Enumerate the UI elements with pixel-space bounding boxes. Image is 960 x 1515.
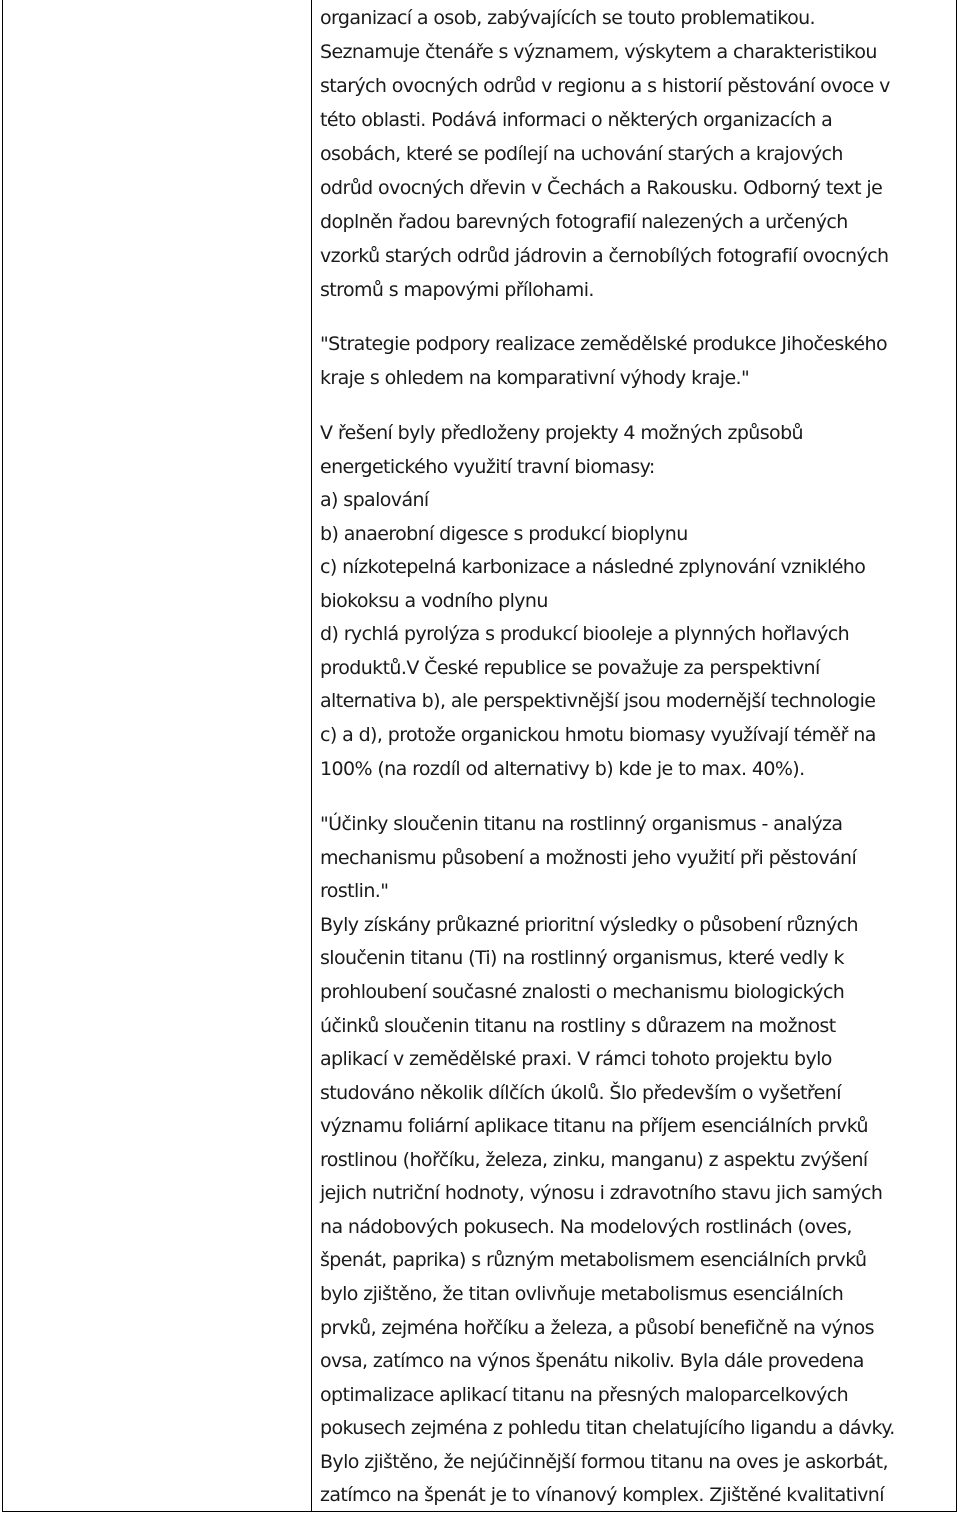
text-line: odrůd ovocných dřevin v Čechách a Rakousku. Odborný text je <box>320 177 883 199</box>
text-line: pokusech zejména z pohledu titan chelatujícího ligandu a dávky. <box>320 1417 895 1439</box>
text-line: ovsa, zatímco na výnos špenátu nikoliv. Byla dále provedena <box>320 1350 864 1372</box>
list-item: c) nízkotepelná karbonizace a následné zplynování vzniklého <box>320 556 866 578</box>
text-line: osobách, které se podílejí na uchování starých a krajových <box>320 143 843 165</box>
text-line: kraje s ohledem na komparativní výhody kraje." <box>320 367 750 389</box>
text-line: optimalizace aplikací titanu na přesných maloparcelkových <box>320 1384 849 1406</box>
text-line: rostlinou (hořčíku, železa, zinku, manganu) z aspektu zvýšení <box>320 1149 868 1171</box>
text-line: Byly získány průkazné prioritní výsledky o působení různých <box>320 914 858 936</box>
text-line: "Účinky sloučenin titanu na rostlinný organismus - analýza <box>320 813 843 835</box>
text-line: prohloubení současné znalosti o mechanismu biologických <box>320 981 845 1003</box>
text-line: rostlin." <box>320 880 389 902</box>
text-line: sloučenin titanu (Ti) na rostlinný organismus, které vedly k <box>320 947 844 969</box>
text-line: "Strategie podpory realizace zemědělské produkce Jihočeského <box>320 333 887 355</box>
text-line: jejich nutriční hodnoty, výnosu i zdravotního stavu jich samých <box>320 1182 883 1204</box>
text-line: V řešení byly předloženy projekty 4 možných způsobů <box>320 422 803 444</box>
list-item: d) rychlá pyrolýza s produkcí biooleje a plynných hořlavých <box>320 623 850 645</box>
text-line: stromů s mapovými přílohami. <box>320 279 594 301</box>
text-line: Seznamuje čtenáře s významem, výskytem a charakteristikou <box>320 41 877 63</box>
text-line: této oblasti. Podává informaci o některých organizacích a <box>320 109 833 131</box>
text-line: vzorků starých odrůd jádrovin a černobílých fotografií ovocných <box>320 245 889 267</box>
text-line: produktů.V České republice se považuje za perspektivní <box>320 657 820 679</box>
text-line: mechanismu působení a možnosti jeho využití při pěstování <box>320 847 857 869</box>
text-line: bylo zjištěno, že titan ovlivňuje metabolismus esenciálních <box>320 1283 844 1305</box>
text-line: c) a d), protože organickou hmotu biomasy využívají téměř na <box>320 724 876 746</box>
text-line: starých ovocných odrůd v regionu a s historií pěstování ovoce v <box>320 75 890 97</box>
text-line: na nádobových pokusech. Na modelových rostlinách (oves, <box>320 1216 852 1238</box>
list-item: a) spalování <box>320 489 429 511</box>
text-line: špenát, paprika) s různým metabolismem esenciálních prvků <box>320 1249 867 1271</box>
column-divider <box>311 0 312 1511</box>
text-line: účinků sloučenin titanu na rostliny s důrazem na možnost <box>320 1015 836 1037</box>
text-line: biokoksu a vodního plynu <box>320 590 548 612</box>
text-line: zatímco na špenát je to vínanový komplex. Zjištěné kvalitativní <box>320 1484 884 1506</box>
text-line: alternativa b), ale perspektivnější jsou modernější technologie <box>320 690 876 712</box>
list-item: b) anaerobní digesce s produkcí bioplynu <box>320 523 688 545</box>
text-line: 100% (na rozdíl od alternativy b) kde je to max. 40%). <box>320 758 805 780</box>
text-line: organizací a osob, zabývajících se touto problematikou. <box>320 7 815 29</box>
text-line: aplikací v zemědělské praxi. V rámci tohoto projektu bylo <box>320 1048 832 1070</box>
text-line: prvků, zejména hořčíku a železa, a působí benefičně na výnos <box>320 1317 874 1339</box>
text-line: studováno několik dílčích úkolů. Šlo především o vyšetření <box>320 1082 841 1104</box>
text-line: energetického využití travní biomasy: <box>320 456 655 478</box>
text-line: významu foliární aplikace titanu na příjem esenciálních prvků <box>320 1115 868 1137</box>
text-line: Bylo zjištěno, že nejúčinnější formou titanu na oves je askorbát, <box>320 1451 888 1473</box>
text-line: doplněn řadou barevných fotografií nalezených a určených <box>320 211 848 233</box>
